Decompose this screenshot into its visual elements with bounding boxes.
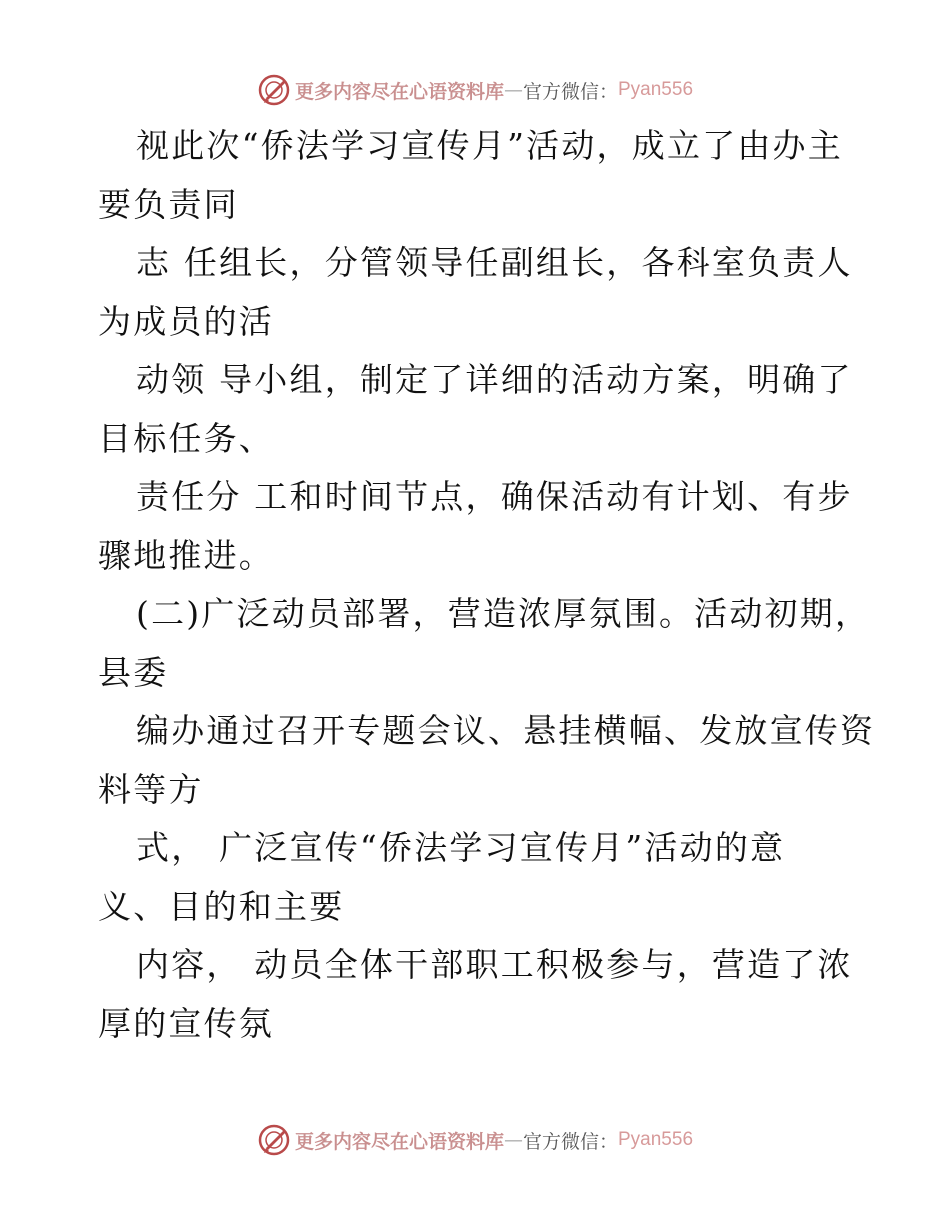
pen-logo-icon bbox=[257, 73, 291, 107]
watermark-dash: — bbox=[503, 1129, 523, 1151]
paragraph-line: 编办通过召开专题会议、悬挂横幅、发放宣传资 bbox=[136, 711, 876, 750]
watermark-wechat-id: Pyan556 bbox=[618, 79, 694, 100]
watermark-wechat-id: Pyan556 bbox=[618, 1129, 694, 1150]
pen-logo-icon bbox=[257, 1123, 291, 1157]
paragraph-line: 目标任务、 bbox=[98, 418, 274, 458]
paragraph-line: 动领 导小组，制定了详细的活动方案，明确了 bbox=[136, 360, 853, 399]
watermark-dash: — bbox=[503, 79, 523, 101]
watermark-site-name: 更多内容尽在心语资料库 bbox=[294, 80, 504, 103]
paragraph-line: 志 任组长，分管领导任副组长，各科室负责人 bbox=[136, 243, 853, 282]
paragraph-line: 式， 广泛宣传“侨法学习宣传月”活动的意 bbox=[136, 828, 786, 867]
paragraph-line: 内容， 动员全体干部职工积极参与，营造了浓 bbox=[136, 945, 853, 984]
paragraph-line: 料等方 bbox=[98, 769, 204, 809]
paragraph-line: 义、目的和主要 bbox=[98, 886, 345, 926]
paragraph-line: 厚的宣传氛 bbox=[98, 1003, 274, 1043]
watermark-site-name: 更多内容尽在心语资料库 bbox=[294, 1130, 504, 1153]
watermark-wechat-label: 官方微信： bbox=[522, 80, 618, 103]
paragraph-line: (二)广泛动员部署，营造浓厚氛围。活动初期， bbox=[136, 594, 871, 633]
document-body bbox=[98, 117, 876, 1053]
header-watermark bbox=[0, 70, 950, 110]
paragraph-line: 为成员的活 bbox=[98, 301, 274, 341]
paragraph-line: 县委 bbox=[98, 652, 169, 692]
watermark-wechat-label: 官方微信： bbox=[522, 1130, 618, 1153]
paragraph-line: 要负责同 bbox=[98, 184, 239, 224]
paragraph-line: 骤地推进。 bbox=[98, 535, 274, 575]
paragraph-line: 视此次“侨法学习宣传月”活动，成立了由办主 bbox=[136, 126, 843, 165]
paragraph-line: 责任分 工和时间节点，确保活动有计划、有步 bbox=[136, 477, 853, 516]
footer-watermark bbox=[0, 1120, 950, 1160]
